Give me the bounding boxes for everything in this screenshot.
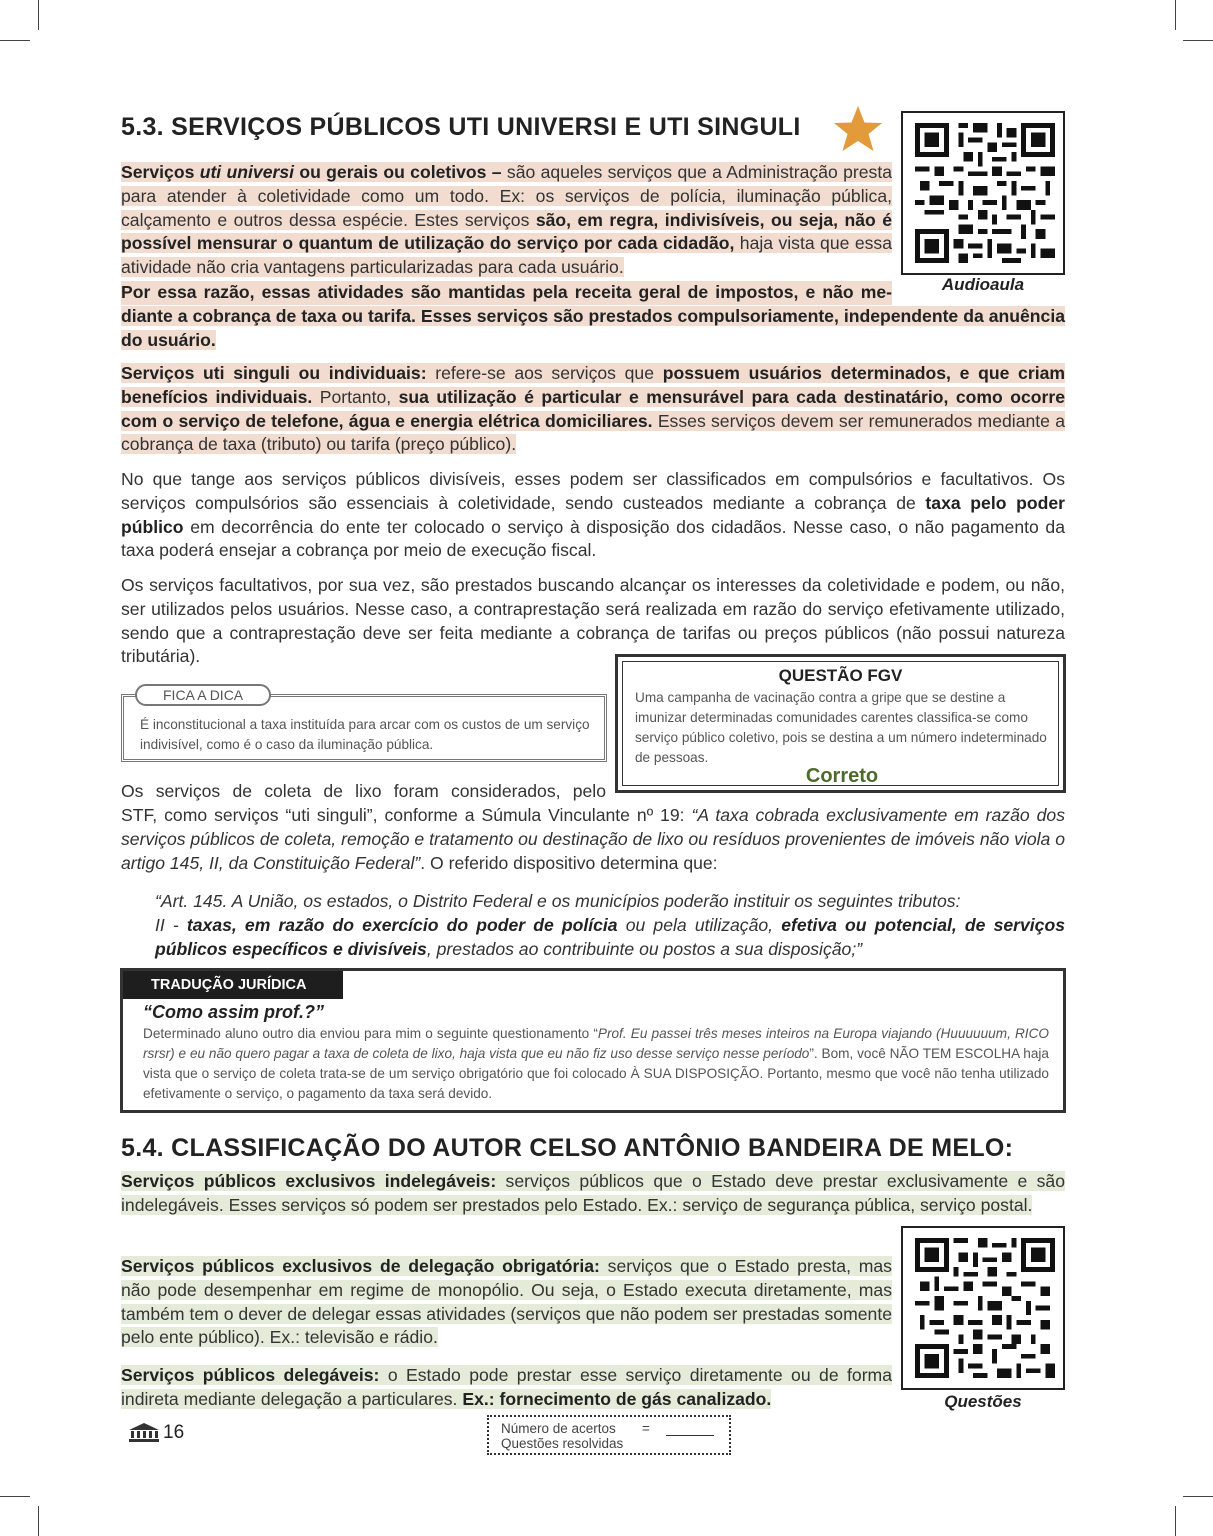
building-icon	[128, 1422, 160, 1447]
legal-translation-box	[120, 968, 1066, 1113]
question-answer: Correto	[805, 765, 879, 787]
tally-hits-label: Número de acertos	[501, 1421, 616, 1436]
section-title-5-3: 5.3. SERVIÇOS PÚBLICOS UTI UNIVERSI E UTI SINGULI	[121, 113, 801, 141]
crop-mark	[38, 0, 39, 30]
crop-mark	[0, 1496, 30, 1497]
crop-mark	[1175, 1506, 1176, 1536]
qr-code-icon	[915, 123, 1055, 263]
paragraph-facultativos: Os serviços facultativos, por sua vez, são prestados buscando alcançar os interesses da coletividade e podem, ou não, ser utilizados pelos usuários. Nesse caso, a contraprestação será realizada em razão do serviço efetivamente utilizado, sendo que a contraprestação deve ser feita mediante a cobrança de tarifas ou preços públicos (não possui natureza tributária).	[121, 575, 1065, 667]
legal-translation-text: Determinado aluno outro dia enviou para mim o seguinte questionamento “Prof. Eu passei três meses inteiros na Europa viajando (Huuuuuum, RICO rsrsr) e eu não quero pagar a taxa de coleta de lixo, haja vista que eu não fiz uso desse serviço nesse período”. Bom, você NÃO TEM ESCOLHA haja vista que o serviço de coleta trata-se de um serviço obrigatório que foi colocado À SUA DISPOSIÇÃO. Portanto, mesmo que você não tenha utilizado efetivamente o serviço, o pagamento da taxa será devido.	[143, 1026, 1049, 1101]
paragraph-uti-universi-part2: Por essa razão, essas atividades são mantidas pela receita geral de impostos, e não me- diante a cobrança de taxa ou tarifa. Esses serviços são prestados compulsoriamente, independente da anuência do usuário.	[121, 282, 1065, 350]
question-title: QUESTÃO FGV	[778, 666, 903, 685]
score-tally	[487, 1415, 731, 1455]
question-box	[615, 654, 1066, 793]
crop-mark	[1183, 1496, 1213, 1497]
tip-tab: FICA A DICA	[135, 684, 271, 706]
tally-resolved-label: Questões resolvidas	[501, 1436, 624, 1451]
paragraph-delegacao-obrigatoria: Serviços públicos exclusivos de delegação obrigatória: serviços que o Estado presta, mas não pode desempenhar em regime de monopólio. Ou seja, o Estado executa diretamente, mas também tem o dever de delegar essas atividades (serviços que não podem ser prestadas somente pelo ente público). Ex.: televisão e rádio.	[121, 1256, 892, 1348]
paragraph-coleta-lixo-line1: Os serviços de coleta de lixo foram considerados, pelo	[121, 781, 606, 801]
crop-mark	[38, 1506, 39, 1536]
qr-caption-questoes: Questões	[944, 1392, 1022, 1411]
crop-mark	[0, 40, 30, 41]
paragraph-divisiveis: No que tange aos serviços públicos divisíveis, esses podem ser classificados em compulsórios e facultativos. Os serviços compulsórios são essenciais à coletividade, sendo custeados mediante a cobrança de taxa pelo poder público em decorrência do ente ter colocado o serviço à disposição dos cidadãos. Nesse caso, o não pagamento da taxa poderá ensejar a cobrança por meio de execução fiscal.	[121, 469, 1065, 561]
paragraph-coleta-lixo: STF, como serviços “uti singuli”, conforme a Súmula Vinculante nº 19: “A taxa cobrada exclusivamente em razão dos serviços públicos de coleta, remoção e tratamento ou destinação de lixo ou resíduos provenientes de imóveis não viola o artigo 145, II, da Constituição Federal”. O referido dispositivo determina que:	[121, 805, 1065, 873]
legal-translation-subtitle: “Como assim prof.?”	[143, 1002, 325, 1022]
section-title-5-4: 5.4. CLASSIFICAÇÃO DO AUTOR CELSO ANTÔNIO BANDEIRA DE MELO:	[121, 1134, 1014, 1162]
legal-translation-tab: TRADUÇÃO JURÍDICA	[123, 971, 343, 999]
paragraph-delegaveis: Serviços públicos delegáveis: o Estado pode prestar esse serviço diretamente ou de forma indireta mediante delegação a particulares. Ex.: fornecimento de gás canalizado.	[121, 1365, 893, 1409]
tally-equals: =	[642, 1421, 650, 1436]
paragraph-exclusivos-indelegaveis: Serviços públicos exclusivos indelegáveis: serviços públicos que o Estado deve prestar exclusivamente e são indelegáveis. Esses serviços só podem ser prestados pelo Estado. Ex.: serviço de segurança pública, serviço postal.	[121, 1171, 1066, 1215]
question-text: Uma campanha de vacinação contra a gripe que se destine a imunizar determinadas comunidades carentes classifica-se como serviço público coletivo, pois se destina a um número indeterminado de pessoas.	[635, 690, 1047, 765]
qr-code-questoes[interactable]	[901, 1226, 1065, 1390]
crop-mark	[1175, 0, 1176, 30]
legal-quote: “Art. 145. A União, os estados, o Distrito Federal e os municípios poderão instituir os seguintes tributos: II - taxas, em razão do exercício do poder de polícia ou pela utilização, efetiva ou potencial, de serviços públicos específicos e divisíveis, prestados ao contribuinte ou postos a sua disposição;”	[155, 891, 1065, 959]
tip-text: É inconstitucional a taxa instituída para arcar com os custos de um serviço indivisível, como é o caso da iluminação pública.	[140, 717, 590, 752]
qr-caption-audioaula: Audioaula	[941, 275, 1025, 294]
paragraph-uti-singuli: Serviços uti singuli ou individuais: refere-se aos serviços que possuem usuários determinados, e que criam benefícios individuais. Portanto, sua utilização é particular e mensurável para cada destinatário, como ocorre com o serviço de telefone, água e energia elétrica domiciliares. Esses serviços devem ser remunerados mediante a cobrança de taxa (tributo) ou tarifa (preço público).	[121, 363, 1066, 455]
crop-mark	[1183, 40, 1213, 41]
qr-code-icon	[915, 1238, 1055, 1378]
paragraph-uti-universi-part1: Serviços uti universi ou gerais ou coletivos – são aqueles serviços que a Administração presta para atender à coletividade como um todo. Ex: os serviços de polícia, iluminação pública, calçamento e outros dessa espécie. Estes serviços são, em regra, indivisíveis, ou seja, não é possível mensurar o quantum de utilização do serviço por cada cidadão, haja vista que essa atividade não cria vantagens particularizadas para cada usuário.	[121, 162, 892, 278]
page-number: 16	[163, 1422, 185, 1443]
tally-fraction-line	[666, 1435, 714, 1436]
star-icon	[832, 104, 884, 159]
qr-code-audioaula[interactable]	[901, 111, 1065, 275]
